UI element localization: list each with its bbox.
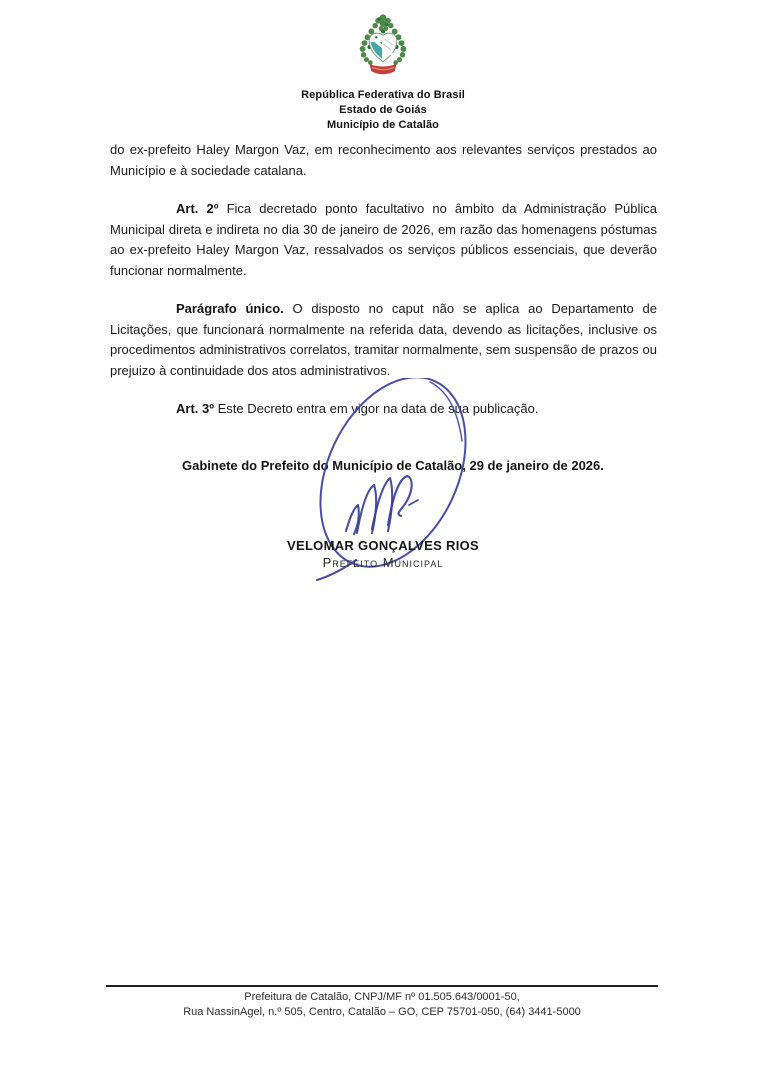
signatory-title: Prefeito Municipal bbox=[322, 555, 444, 570]
sole-paragraph-text: O disposto no caput não se aplica ao Departamento de Licitações, que funcionará normalmente na referida data, devendo as licitações, inclusive os procedimentos administrativos correlatos, tramitar normalmente, sem suspensão de prazos ou prejuizo à continuidade dos atos administrativos. bbox=[110, 301, 657, 378]
article-3-text: Este Decreto entra em vigor na data de sua publicação. bbox=[217, 401, 539, 416]
header-city: Município de Catalão bbox=[326, 119, 439, 131]
signatory-name: VELOMAR GONÇALVES RIOS bbox=[287, 538, 479, 553]
closing-line: Gabinete do Prefeito do Município de Catalão, 29 de janeiro de 2026. bbox=[182, 457, 604, 473]
paragraph-article-3 bbox=[110, 399, 657, 420]
article-2-label: Art. 2º bbox=[176, 201, 219, 216]
footer-line-2: Rua NassinAgel, n.º 505, Centro, Catalão – GO, CEP 75701-050, (64) 3441-5000 bbox=[183, 1005, 581, 1018]
article-2-text: Fica decretado ponto facultativo no âmbito da Administração Pública Municipal direta e indireta no dia 30 de janeiro de 2026, em razão das homenagens póstumas ao ex-prefeito Haley Margon Vaz, ressalvados os serviços públicos essenciais, que deverão funcionar normalmente. bbox=[110, 201, 657, 278]
paragraph-intro-continuation: do ex-prefeito Haley Margon Vaz, em reconhecimento aos relevantes serviços prestados ao Município e à sociedade catalana. bbox=[110, 142, 657, 178]
header-state: Estado de Goiás bbox=[339, 104, 427, 116]
sole-paragraph-label: Parágrafo único. bbox=[176, 301, 284, 316]
header-country: República Federativa do Brasil bbox=[301, 89, 465, 101]
letterhead bbox=[110, 12, 656, 133]
goias-coat-of-arms-icon bbox=[345, 12, 421, 82]
decree-body bbox=[110, 140, 657, 476]
paragraph-article-2 bbox=[110, 199, 657, 281]
signatory-block bbox=[110, 537, 656, 571]
article-3-label: Art. 3º bbox=[176, 401, 214, 416]
footer bbox=[106, 985, 658, 1019]
footer-line-1: Prefeitura de Catalão, CNPJ/MF nº 01.505.643/0001-50, bbox=[244, 991, 520, 1003]
paragraph-sole bbox=[110, 299, 657, 381]
